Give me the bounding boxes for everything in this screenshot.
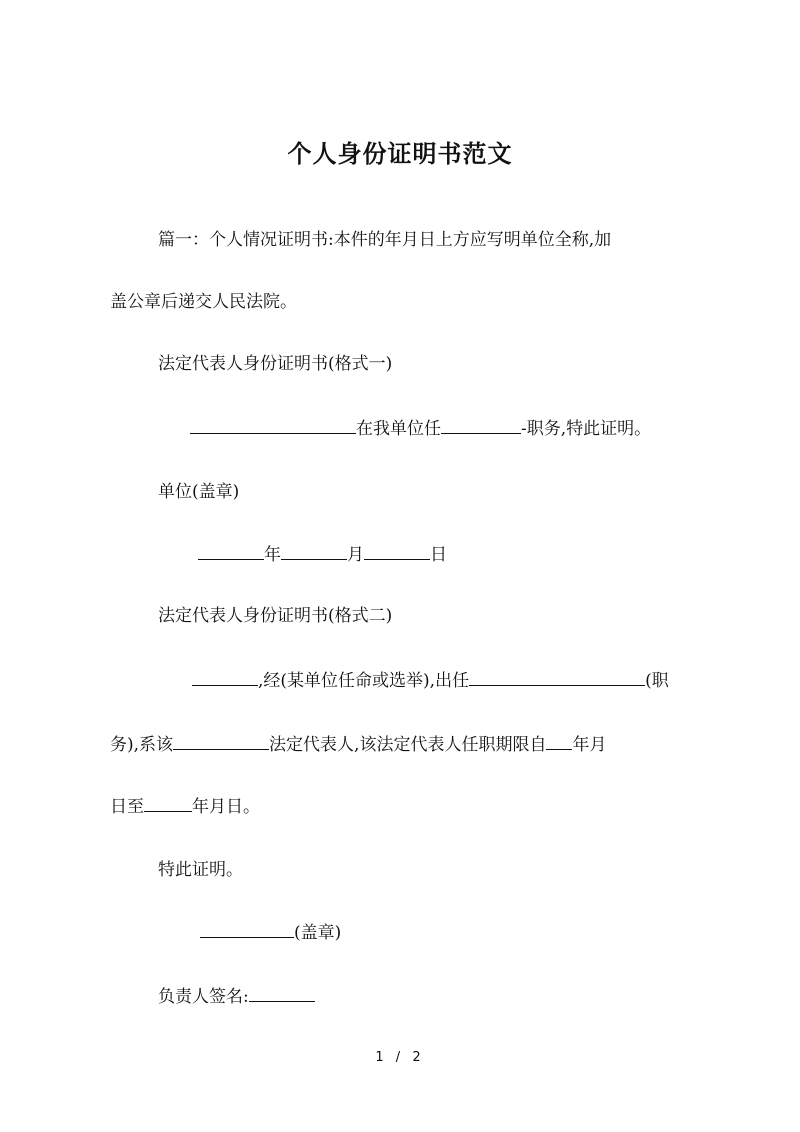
format-two-text-4: 法定代表人,该法定代表人任职期限自: [269, 735, 547, 755]
signature-line: [158, 984, 315, 1009]
start-year-blank[interactable]: [546, 732, 572, 750]
format-two-line-1: [192, 668, 669, 693]
format-two-text-5: 年月: [572, 735, 607, 755]
end-year-blank[interactable]: [144, 794, 192, 812]
page-number: 1 / 2: [375, 1050, 425, 1065]
statement-text-2: -职务,特此证明。: [521, 419, 652, 439]
statement-text-1: 在我单位任: [356, 419, 441, 439]
paragraph-1-line-1: 篇一：个人情况证明书:本件的年月日上方应写明单位全称,加: [158, 230, 612, 250]
seal-label: (盖章): [294, 923, 342, 943]
signature-label: 负责人签名:: [158, 987, 249, 1007]
paragraph-1-line-2: 盖公章后递交人民法院。: [110, 292, 297, 312]
document-title: 个人身份证明书范文: [287, 139, 513, 168]
date-line: [198, 542, 447, 567]
year-blank[interactable]: [198, 542, 264, 560]
format-two-text-6: 日至: [110, 797, 144, 817]
day-label: 日: [430, 545, 447, 565]
month-label: 月: [347, 545, 364, 565]
name-blank[interactable]: [190, 416, 356, 434]
format-two-heading: 法定代表人身份证明书(格式二): [158, 606, 393, 626]
format-one-statement: [190, 416, 651, 441]
format-two-line-3: [110, 794, 260, 819]
certify-text: 特此证明。: [158, 860, 243, 880]
position-blank[interactable]: [441, 416, 521, 434]
signature-blank[interactable]: [249, 984, 315, 1002]
day-blank[interactable]: [364, 542, 430, 560]
unit-seal-label: 单位(盖章): [158, 482, 240, 502]
unit-blank[interactable]: [173, 732, 269, 750]
format-two-text-7: 年月日。: [192, 797, 260, 817]
format-two-text-3: 务),系该: [110, 735, 174, 755]
format-two-text-1: ,经(某单位任命或选举),出任: [258, 671, 470, 691]
seal-line: [200, 920, 341, 945]
position-blank-2[interactable]: [469, 668, 645, 686]
format-two-line-2: [110, 732, 606, 757]
month-blank[interactable]: [281, 542, 347, 560]
seal-blank[interactable]: [200, 920, 294, 938]
format-one-heading: 法定代表人身份证明书(格式一): [158, 354, 393, 374]
format-two-text-2: (职: [645, 671, 669, 691]
name-blank-2[interactable]: [192, 668, 258, 686]
year-label: 年: [264, 545, 281, 565]
